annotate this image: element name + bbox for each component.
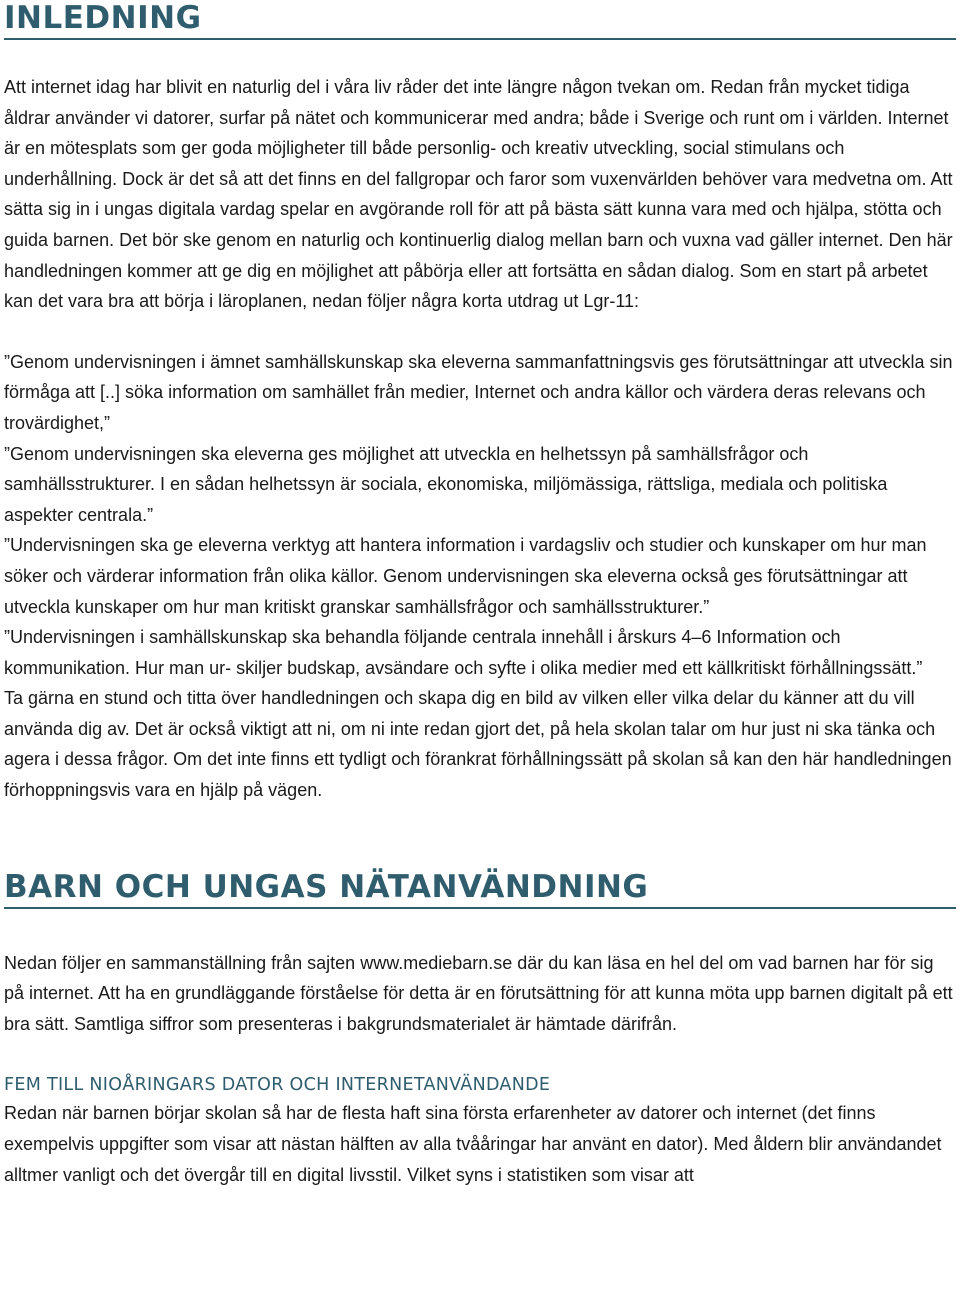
fem-till-nioaringar-paragraph: Redan när barnen börjar skolan så har de flesta haft sina första erfarenheter av datorer och internet (det finns exempelvis uppgifter som visar att nästan hälften av alla tvååringar har använt en dator). Med åldern blir användandet alltmer vanligt och det övergår till en digital livsstil. Vilket syns i statistiken som visar att <box>4 1103 942 1185</box>
intro-paragraph: Att internet idag har blivit en naturlig del i våra liv råder det inte längre någon tvekan om. Redan från mycket tidiga åldrar använder vi datorer, surfar på nätet och kommunicerar med andra; både i Sverige och runt om i världen. Internet är en mötesplats som ger goda möjligheter till både personlig- och kreativ utveckling, social stimulans och underhållning. Dock är det så att det finns en del fallgropar och faror som vuxenvärlden behöver vara medvetna om. Att sätta sig in i ungas digitala vardag spelar en avgörande roll för att på bästa sätt kunna vara med och hjälpa, stötta och guida barnen. Det bör ske genom en naturlig och kontinuerlig dialog mellan barn och vuxna vad gäller internet. Den här handledningen kommer att ge dig en möjlighet att påbörja eller att fortsätta en sådan dialog. Som en start på arbetet kan det vara bra att börja i läroplanen, nedan följer några korta utdrag ut Lgr-11: <box>4 77 953 312</box>
barn-intro-paragraph: Nedan följer en sammanställning från sajten www.mediebarn.se där du kan läsa en hel del om vad barnen har för sig på internet. Att ha en grundläggande förståelse för detta är en förutsättning för att kunna möta upp barnen digitalt på ett bra sätt. Samtliga siffror som presenteras i bakgrundsmaterialet är hämtade därifrån. <box>4 952 953 1034</box>
quote-paragraph-2: ”Genom undervisningen ska eleverna ges möjlighet att utveckla en helhetssyn på samhällsfrågor och samhällsstrukturer. I en sådan helhetssyn är sociala, ekonomiska, miljömässiga, rättsliga, mediala och politiska aspekter centrala.” <box>4 443 888 525</box>
section-heading-inledning: INLEDNING <box>4 0 202 36</box>
closing-paragraph: Ta gärna en stund och titta över handledningen och skapa dig en bild av vilken eller vilka delar du känner att du vill använda dig av. Det är också viktigt att ni, om ni inte redan gjort det, på hela skolan talar om hur just ni ska tänka och agera i dessa frågor. Om det inte finns ett tydligt och förankrat förhållningssätt på skolan så kan den här handledningen förhoppningsvis vara en hjälp på vägen. <box>4 688 952 801</box>
heading-rule <box>4 907 956 909</box>
section-heading-barn-och-ungas-natanvandning: BARN OCH UNGAS NÄTANVÄNDNING <box>4 868 649 905</box>
heading-rule <box>4 38 956 40</box>
quote-paragraph-3: ”Undervisningen ska ge eleverna verktyg att hantera information i vardagsliv och studier och kunskaper om hur man söker och värderar information från olika källor. Genom undervisningen ska eleverna också ges förutsättningar att utveckla kunskaper om hur man kritiskt granskar samhällsfrågor och samhällsstrukturer.” <box>4 535 927 617</box>
curriculum-quotes <box>4 347 956 806</box>
quote-paragraph-1: ”Genom undervisningen i ämnet samhällskunskap ska eleverna sammanfattningsvis ges förutsättningar att utveckla sin förmåga att [..] söka information om samhället från medier, Internet och andra källor och värdera deras relevans och trovärdighet,” <box>4 351 953 433</box>
quote-paragraph-4: ”Undervisningen i samhällskunskap ska behandla följande centrala innehåll i årskurs 4–6 Information och kommunikation. Hur man ur- skiljer budskap, avsändare och syfte i olika medier med ett källkritiskt förhållningssätt.” <box>4 627 923 678</box>
subheading-fem-till-nioaringar: FEM TILL NIOÅRINGARS DATOR OCH INTERNETANVÄNDANDE <box>4 1075 551 1096</box>
